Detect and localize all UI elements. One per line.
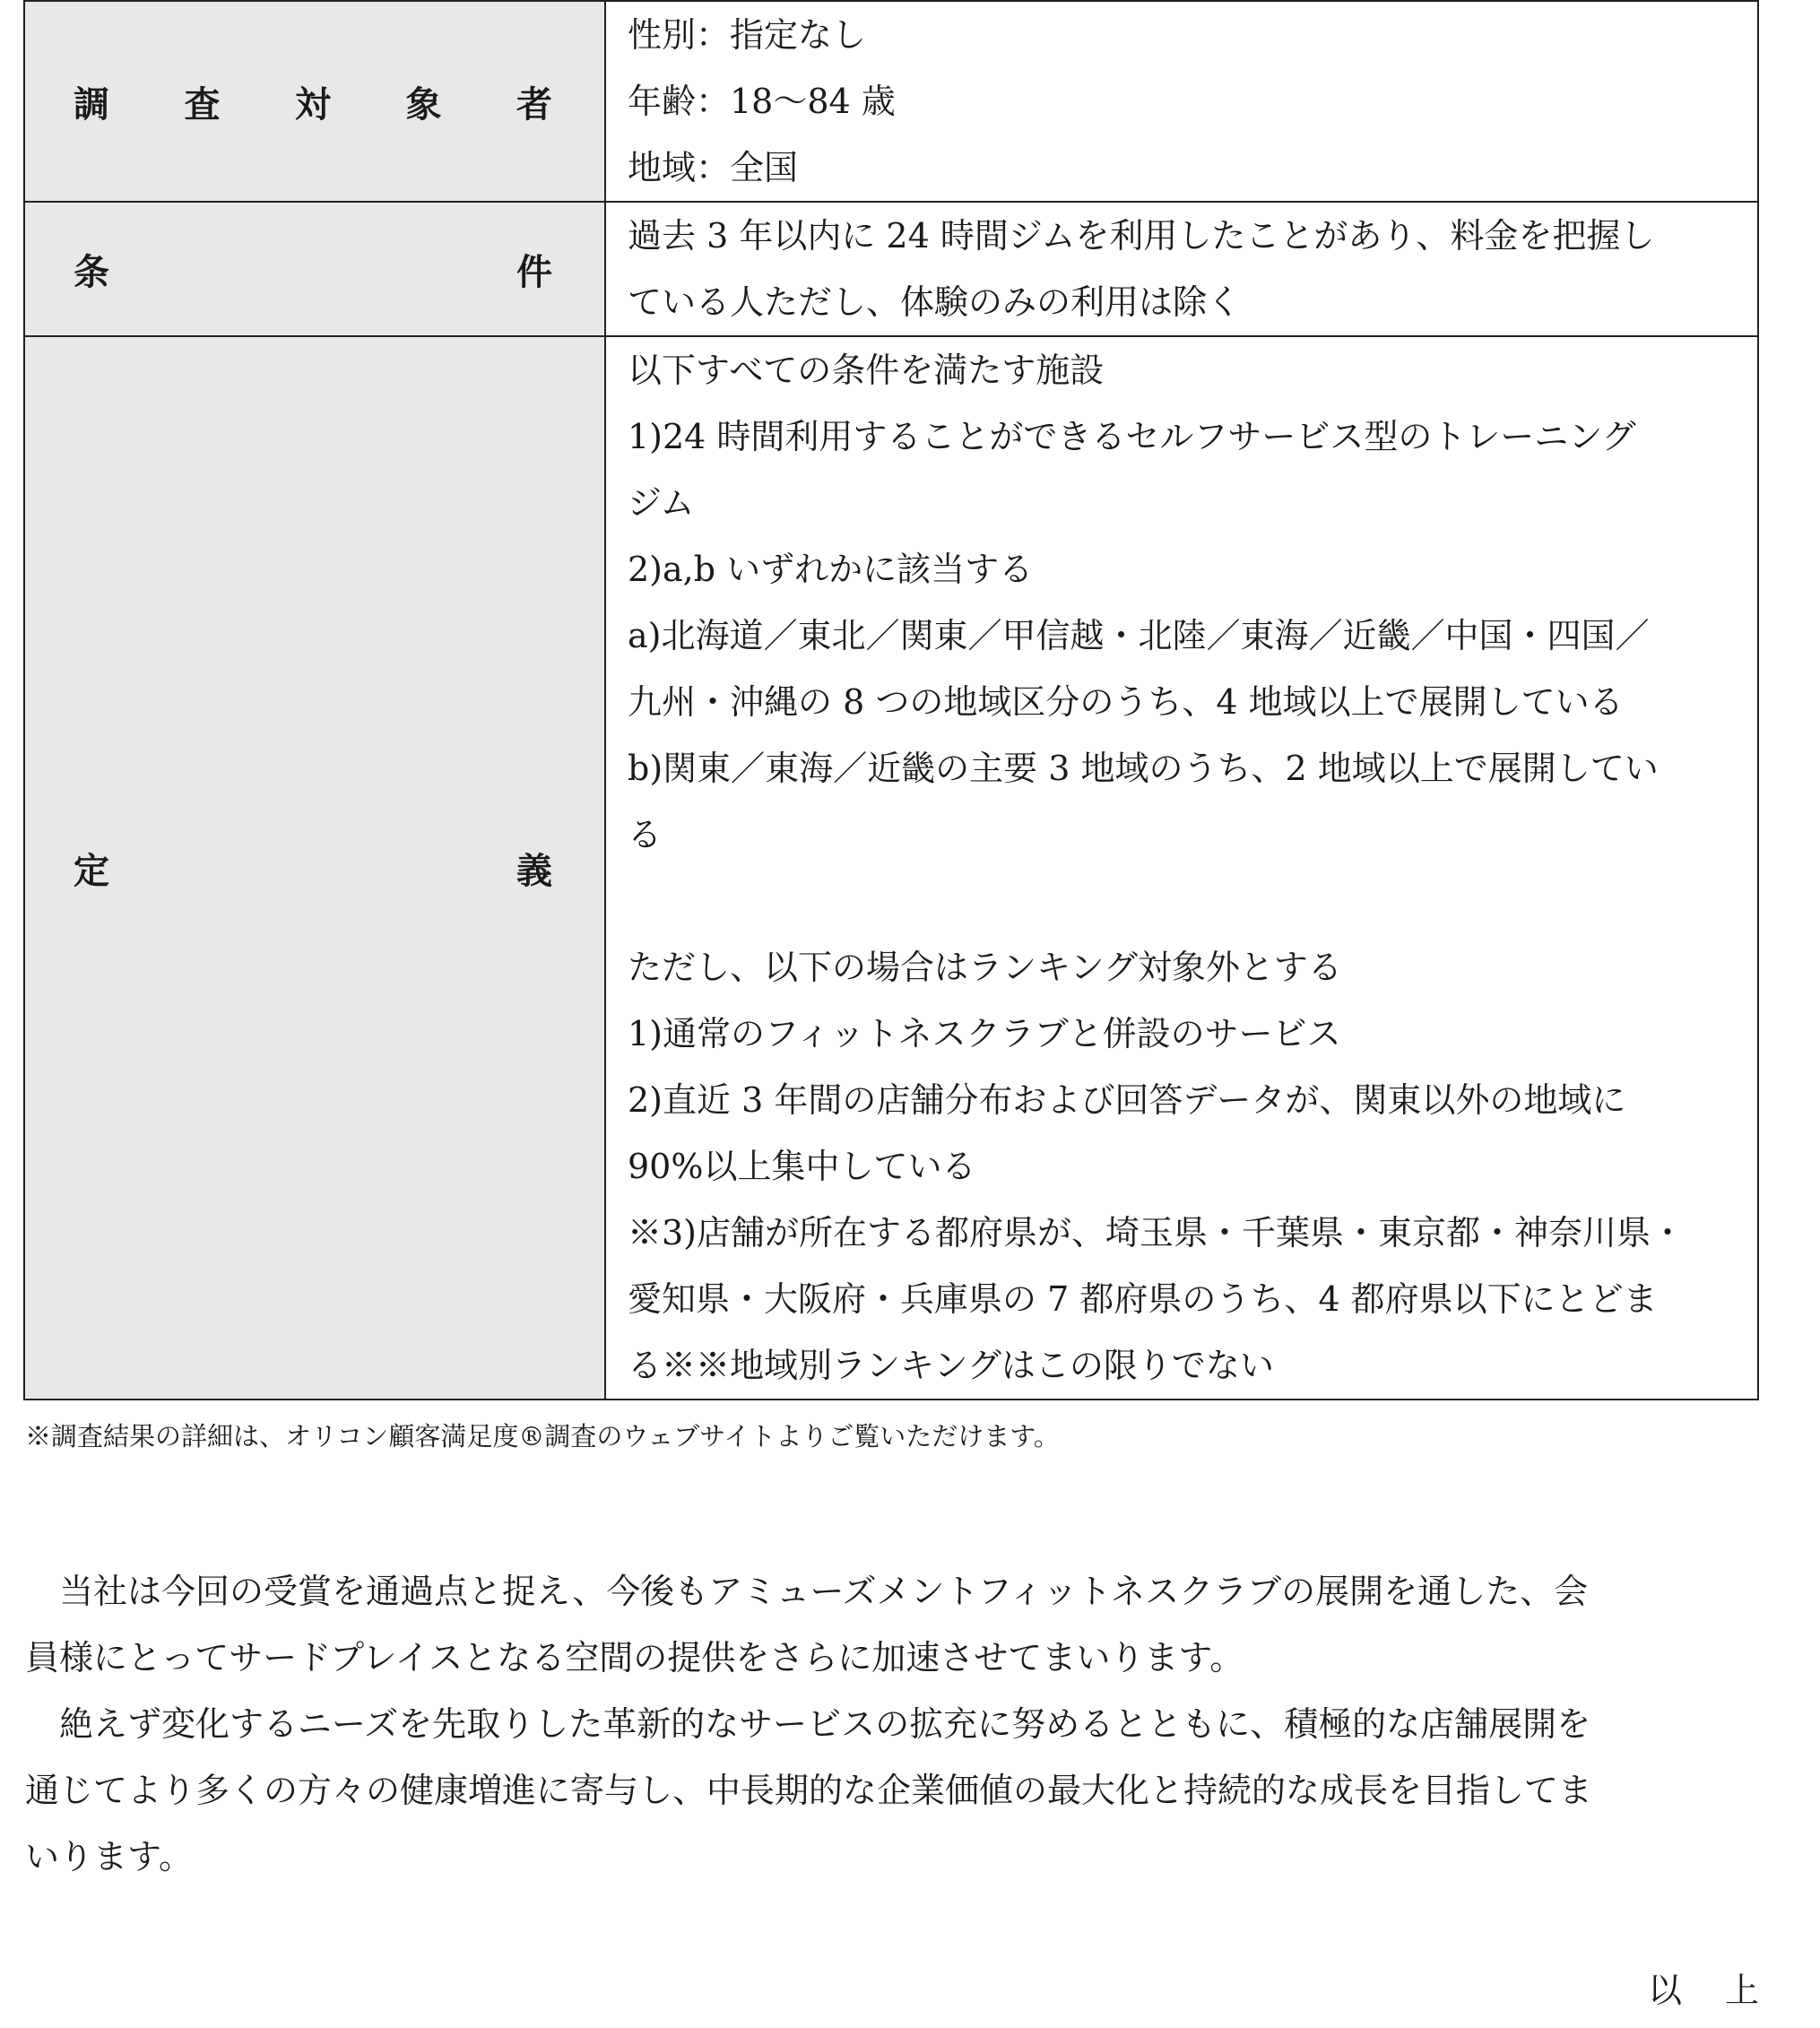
closing-char: 以 bbox=[1647, 1971, 1682, 2010]
content-line: 性別：指定なし bbox=[628, 15, 867, 55]
label-char: 義 bbox=[516, 850, 552, 892]
content-line: 90%以上集中している bbox=[628, 1147, 976, 1186]
closing-char: 上 bbox=[1724, 1971, 1759, 2010]
paragraph-2 bbox=[25, 1691, 1759, 1890]
content-line: ただし、以下の場合はランキング対象外とする bbox=[628, 948, 1342, 987]
paragraph-line: いります。 bbox=[25, 1837, 193, 1876]
content-line: 年齢：18〜84 歳 bbox=[628, 82, 896, 121]
label-char: 者 bbox=[516, 83, 552, 126]
label-char: 条 bbox=[74, 251, 109, 293]
table-row-definition bbox=[24, 336, 1758, 1400]
content-line: る※※地域別ランキングはこの限りでない bbox=[628, 1346, 1274, 1385]
label-char: 象 bbox=[405, 83, 442, 126]
paragraph-line: 通じてより多くの方々の健康増進に寄与し、中長期的な企業価値の最大化と持続的な成長を目指してま bbox=[25, 1771, 1593, 1810]
label-char: 件 bbox=[516, 251, 552, 293]
paragraph-line: 絶えず変化するニーズを先取りした革新的なサービスの拡充に努めるとともに、積極的な店舗展開を bbox=[25, 1704, 1591, 1744]
closing-remark bbox=[1648, 1963, 1759, 2017]
content-line: 愛知県・大阪府・兵庫県の 7 都府県のうち、4 都府県以下にとどま bbox=[628, 1279, 1658, 1319]
row-label-condition bbox=[24, 202, 605, 336]
content-line: 地域：全国 bbox=[628, 148, 799, 187]
row-label-target bbox=[24, 1, 605, 202]
content-line: ジム bbox=[628, 483, 695, 523]
content-line-blank bbox=[628, 868, 1739, 934]
label-char: 調 bbox=[74, 83, 109, 126]
label-char: 定 bbox=[74, 850, 109, 892]
table-row-condition bbox=[24, 202, 1758, 336]
paragraph-line: 当社は今回の受賞を通過点と捉え、今後もアミューズメントフィットネスクラブの展開を通した、会 bbox=[25, 1572, 1589, 1611]
row-content-target bbox=[605, 1, 1758, 202]
table-row-target bbox=[24, 1, 1758, 202]
content-line: 2)直近 3 年間の店舗分布および回答データが、関東以外の地域に bbox=[628, 1080, 1626, 1120]
content-line: 2)a,b いずれかに該当する bbox=[628, 550, 1034, 589]
paragraph-line: 員様にとってサードプレイスとなる空間の提供をさらに加速させてまいります。 bbox=[25, 1638, 1244, 1677]
content-line: b)関東／東海／近畿の主要 3 地域のうち、2 地域以上で展開してい bbox=[628, 749, 1659, 788]
content-line: 過去 3 年以内に 24 時間ジムを利用したことがあり、料金を把握し bbox=[628, 216, 1655, 256]
content-line: a)北海道／東北／関東／甲信越・北陸／東海／近畿／中国・四国／ bbox=[628, 616, 1650, 655]
row-content-condition bbox=[605, 202, 1758, 336]
content-line: 以下すべての条件を満たす施設 bbox=[628, 351, 1105, 390]
row-label-definition bbox=[24, 336, 605, 1400]
content-line: る bbox=[628, 815, 663, 854]
content-line: 1)24 時間利用することができるセルフサービス型のトレーニング bbox=[628, 417, 1636, 456]
label-char: 対 bbox=[295, 83, 331, 126]
label-char: 査 bbox=[184, 83, 221, 126]
footnote: ※調査結果の詳細は、オリコン顧客満足度®調査のウェブサイトよりご覧いただけます。 bbox=[25, 1421, 1060, 1452]
row-content-definition bbox=[605, 336, 1758, 1400]
content-line: 九州・沖縄の 8 つの地域区分のうち、4 地域以上で展開している bbox=[628, 682, 1624, 722]
content-line: ている人ただし、体験のみの利用は除く bbox=[628, 282, 1242, 322]
survey-table bbox=[23, 0, 1759, 1400]
paragraph-1 bbox=[25, 1558, 1759, 1691]
content-line: 1)通常のフィットネスクラブと併設のサービス bbox=[628, 1014, 1341, 1053]
content-line: ※3)店舗が所在する都府県が、埼玉県・千葉県・東京都・神奈川県・ bbox=[628, 1213, 1686, 1252]
